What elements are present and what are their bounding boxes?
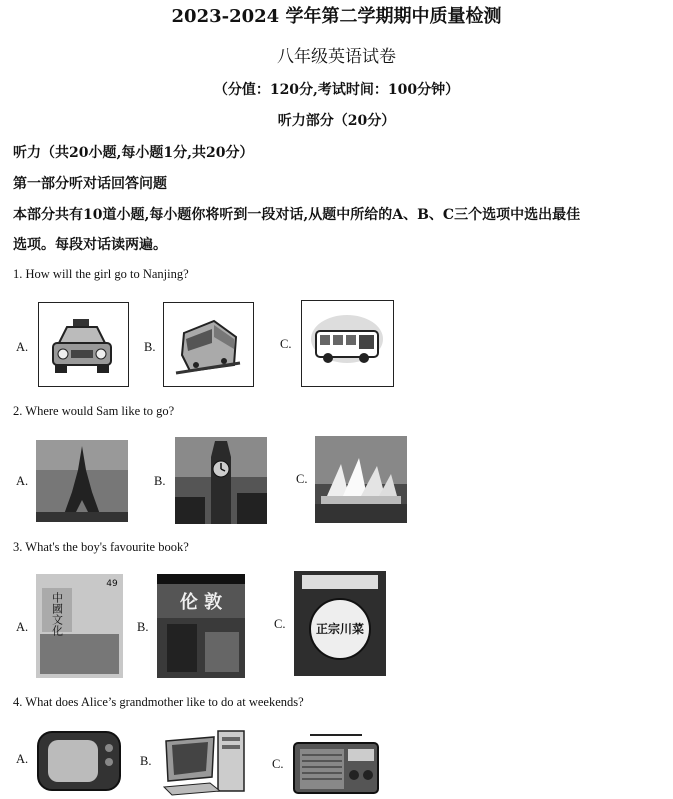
q1-option-c-image — [301, 300, 394, 387]
computer-icon — [160, 727, 255, 797]
q4-option-a-image — [34, 726, 124, 796]
q4-option-a-label: A. — [16, 752, 29, 766]
q2-option-c-label: C. — [296, 472, 308, 486]
q2-option-c-image — [315, 436, 407, 523]
q3-option-c-label: C. — [274, 617, 286, 631]
big-ben-icon — [175, 437, 267, 524]
exam-subtitle: 八年级英语试卷 — [277, 47, 396, 67]
listening-line: 听力（共20小题,每小题1分,共20分） — [13, 145, 254, 161]
eiffel-tower-icon — [36, 440, 128, 522]
q3-c-cover-title: 正宗川菜 — [315, 622, 365, 636]
q2-option-b-label: B. — [154, 474, 166, 488]
q4-option-b-image — [160, 727, 255, 797]
taxi-icon — [39, 303, 127, 385]
part-title: 第一部分听对话回答问题 — [13, 176, 167, 192]
q3-a-cover-title: 中國文化 — [50, 592, 64, 636]
q3-option-b-label: B. — [137, 620, 149, 634]
q3-a-cover-number: 49 — [106, 579, 118, 589]
q3-option-a-label: A. — [16, 620, 29, 634]
instruction-line-2: 选项。每段对话读两遍。 — [13, 237, 167, 253]
tv-icon — [34, 726, 124, 796]
q1-option-b-label: B. — [144, 340, 156, 354]
q2-option-b-image — [175, 437, 267, 524]
instruction-line-1: 本部分共有10道小题,每小题你将听到一段对话,从题中所给的A、B、C三个选项中选出最佳 — [13, 207, 581, 223]
q4-option-c-label: C. — [272, 757, 284, 771]
q1-option-a-image — [38, 302, 129, 387]
q4-option-b-label: B. — [140, 754, 152, 768]
q1-option-c-label: C. — [280, 337, 292, 351]
book-cover-icon — [294, 571, 386, 676]
q1-option-a-label: A. — [16, 340, 29, 354]
q2-option-a-label: A. — [16, 474, 29, 488]
book-cover-icon — [157, 574, 245, 678]
section-title: 听力部分（20分） — [277, 113, 396, 129]
q1-option-b-image — [163, 302, 254, 387]
question-4-text: 4. What does Alice’s grandmother like to do at weekends? — [13, 695, 304, 709]
q3-option-c-image — [294, 571, 386, 676]
q3-option-a-image — [36, 574, 123, 678]
q2-option-a-image — [36, 440, 128, 522]
q4-option-c-image — [290, 731, 382, 796]
question-3-text: 3. What's the boy's favourite book? — [13, 540, 189, 554]
sydney-opera-house-icon — [315, 436, 407, 523]
train-icon — [164, 303, 252, 385]
question-1-text: 1. How will the girl go to Nanjing? — [13, 267, 189, 281]
book-cover-icon — [36, 574, 123, 678]
radio-icon — [290, 731, 382, 796]
q3-option-b-image — [157, 574, 245, 678]
bus-icon — [302, 301, 392, 385]
exam-title: 2023-2024 学年第二学期期中质量检测 — [171, 6, 502, 27]
q3-b-cover-title: 伦 敦 — [179, 592, 223, 613]
score-info: （分值：120分,考试时间：100分钟） — [213, 82, 460, 98]
question-2-text: 2. Where would Sam like to go? — [13, 404, 175, 418]
